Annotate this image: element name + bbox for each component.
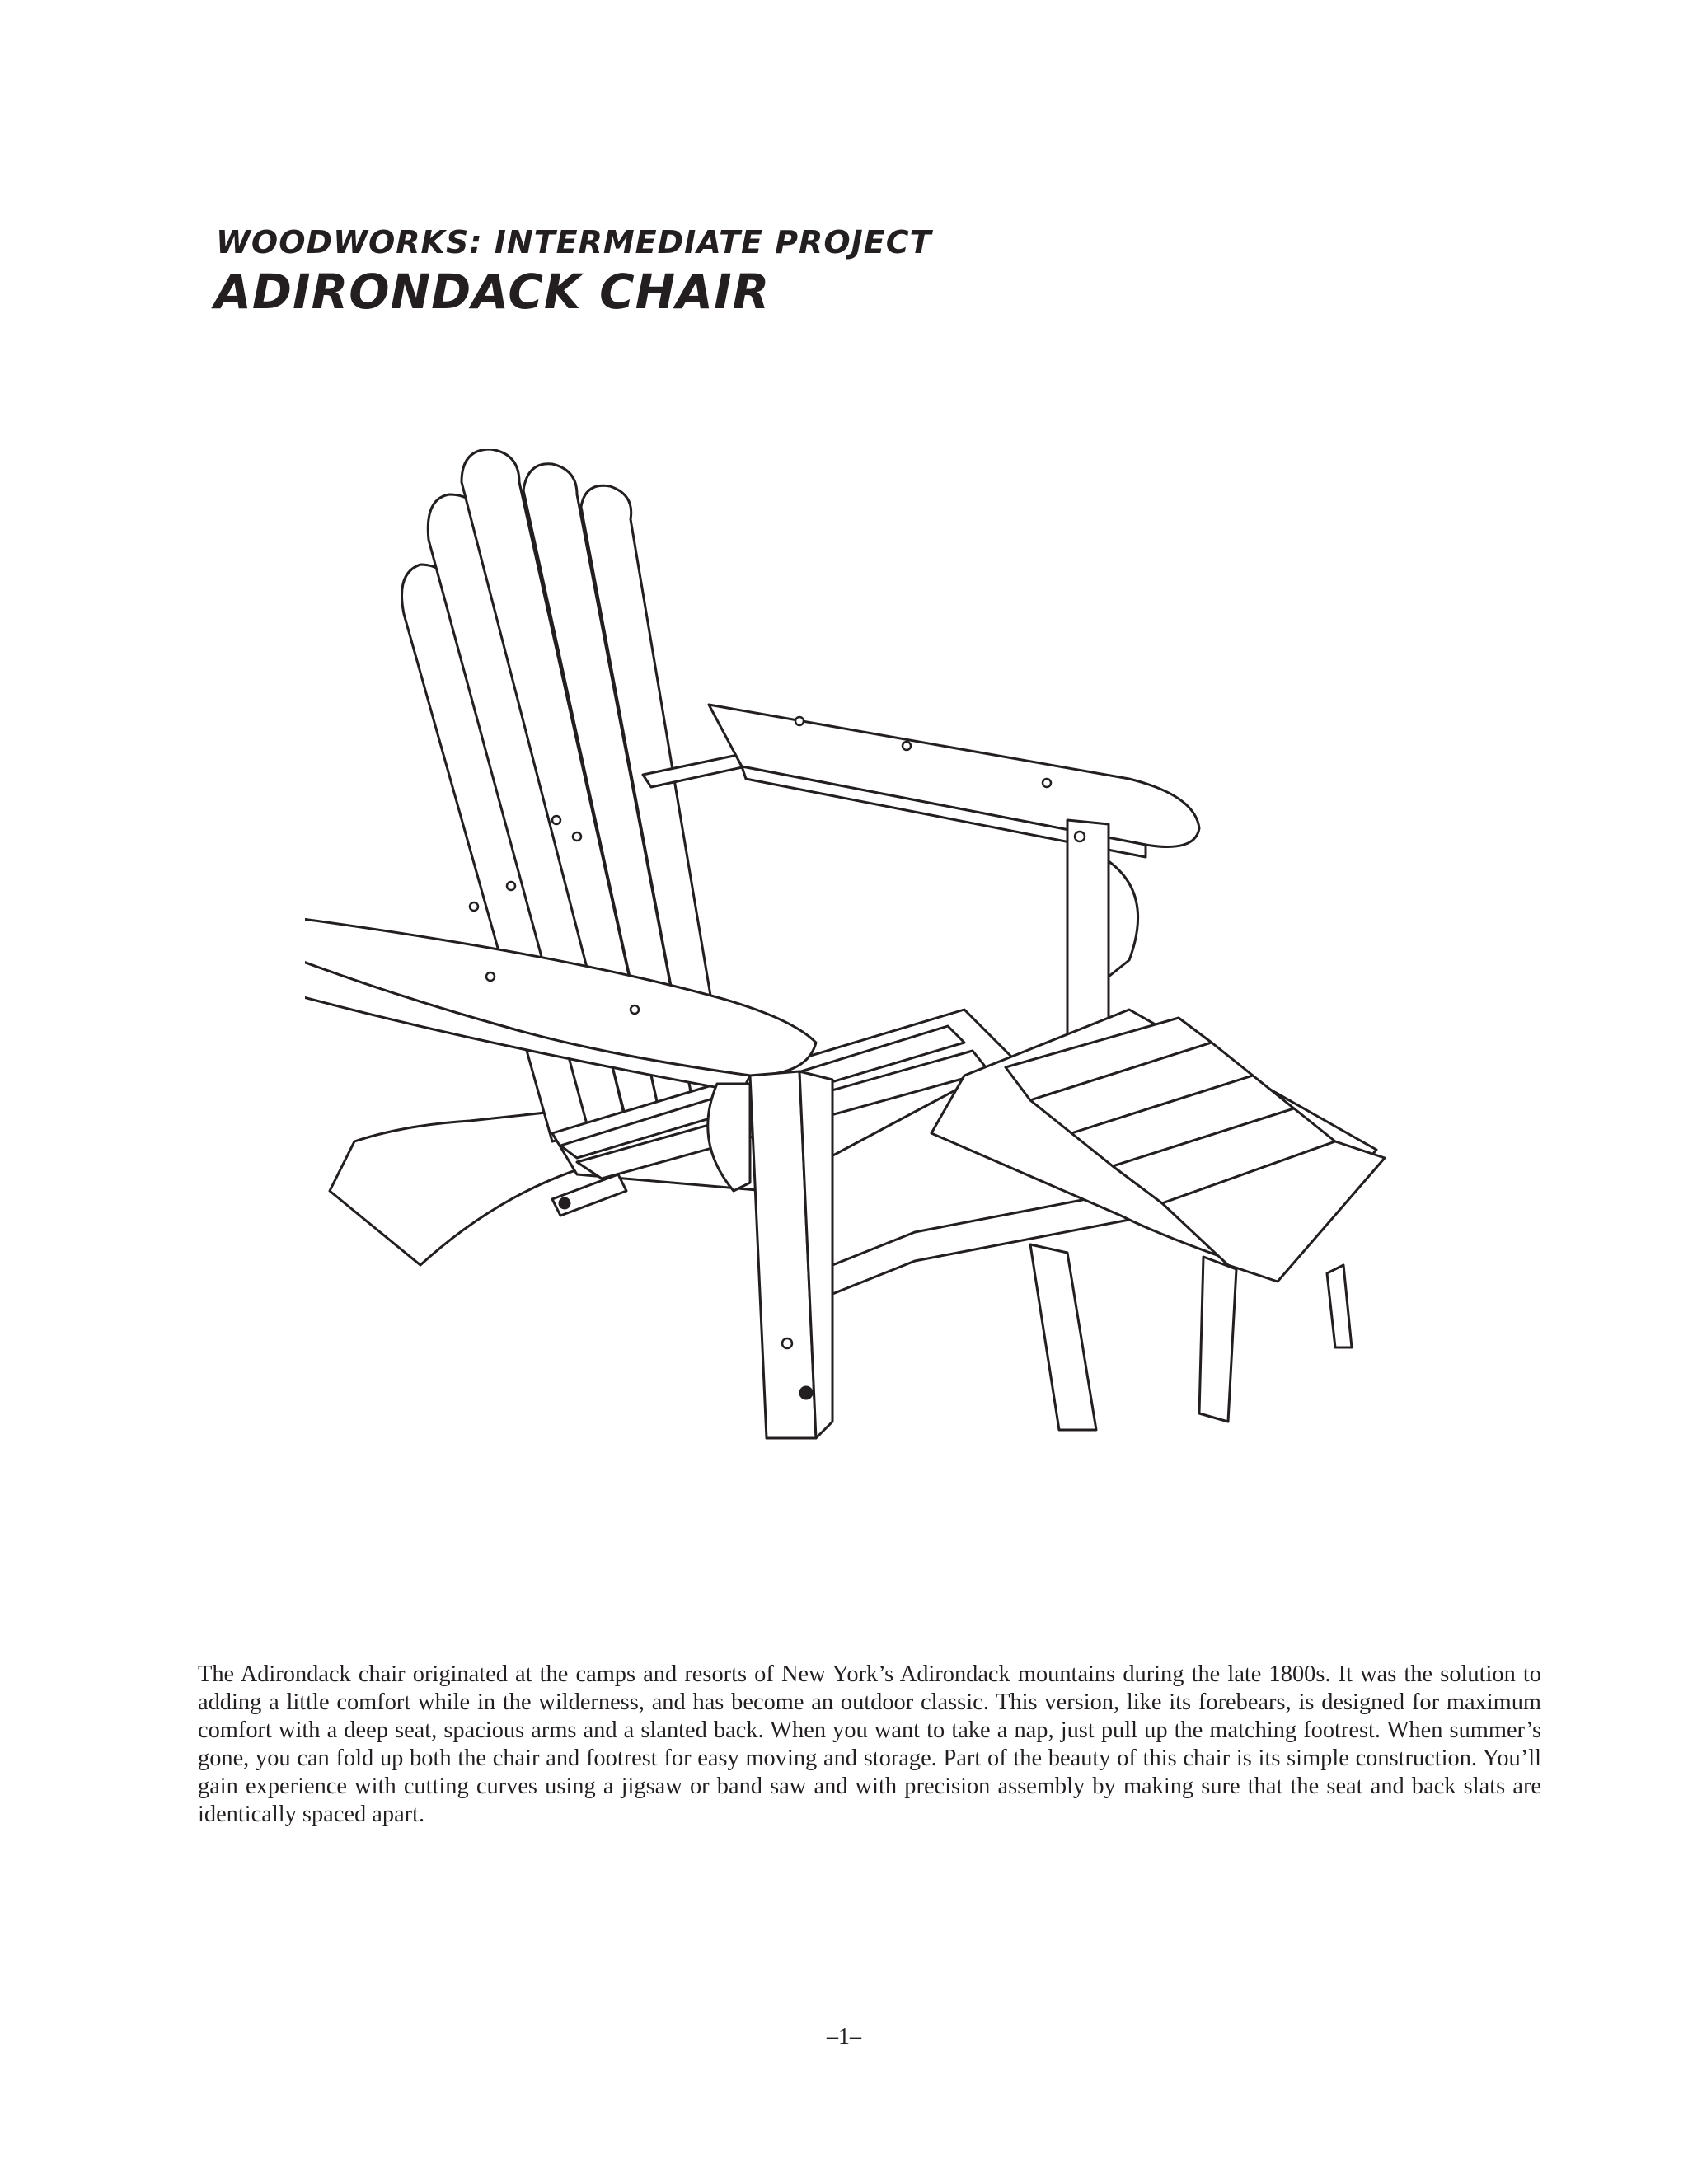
screw-hole [573, 832, 581, 841]
footrest-leg-front [1199, 1257, 1236, 1422]
page-title: ADIRONDACK CHAIR [214, 264, 771, 320]
screw-hole [470, 902, 478, 911]
hinge-arm [552, 1174, 626, 1216]
screw-hole [507, 882, 515, 890]
screw-hole [795, 717, 804, 725]
page-number: –1– [827, 2024, 861, 2050]
project-kicker: WOODWORKS: INTERMEDIATE PROJECT [216, 224, 932, 260]
screw-hole [486, 972, 495, 981]
front-apron [832, 1191, 1129, 1294]
footrest-leg-back-right [1327, 1265, 1352, 1347]
screw-hole [1043, 779, 1051, 787]
bolt-head [560, 1198, 570, 1208]
footrest-leg-rear [1030, 1244, 1096, 1430]
screw-hole [1075, 832, 1085, 841]
screw-hole [782, 1338, 792, 1348]
intro-paragraph: The Adirondack chair originated at the camps and resorts of New York’s Adirondack mountains during the late 1800s. It was the solution to adding a little comfort while in the wilderness, and has become an outdoor classic. This version, like its forebears, is designed for maximum comfort with a deep seat, spacious arms and a slanted back. When you want to take a nap, just pull up the matching footrest. When summer’s gone, you can fold up both the chair and footrest for easy moving and storage. Part of the beauty of this chair is its simple construction. You’ll gain experience with cutting curves using a jigsaw or band saw and with precision assembly by making sure that the seat and back slats are identically spaced apart. [198, 1661, 1541, 1827]
bolt-head [800, 1387, 812, 1399]
right-armrest-bracket [1109, 861, 1138, 977]
screw-hole [903, 742, 911, 750]
screw-hole [631, 1005, 639, 1014]
screw-hole [552, 816, 560, 824]
chair-illustration [305, 449, 1451, 1479]
chair-line-drawing [305, 449, 1451, 1479]
